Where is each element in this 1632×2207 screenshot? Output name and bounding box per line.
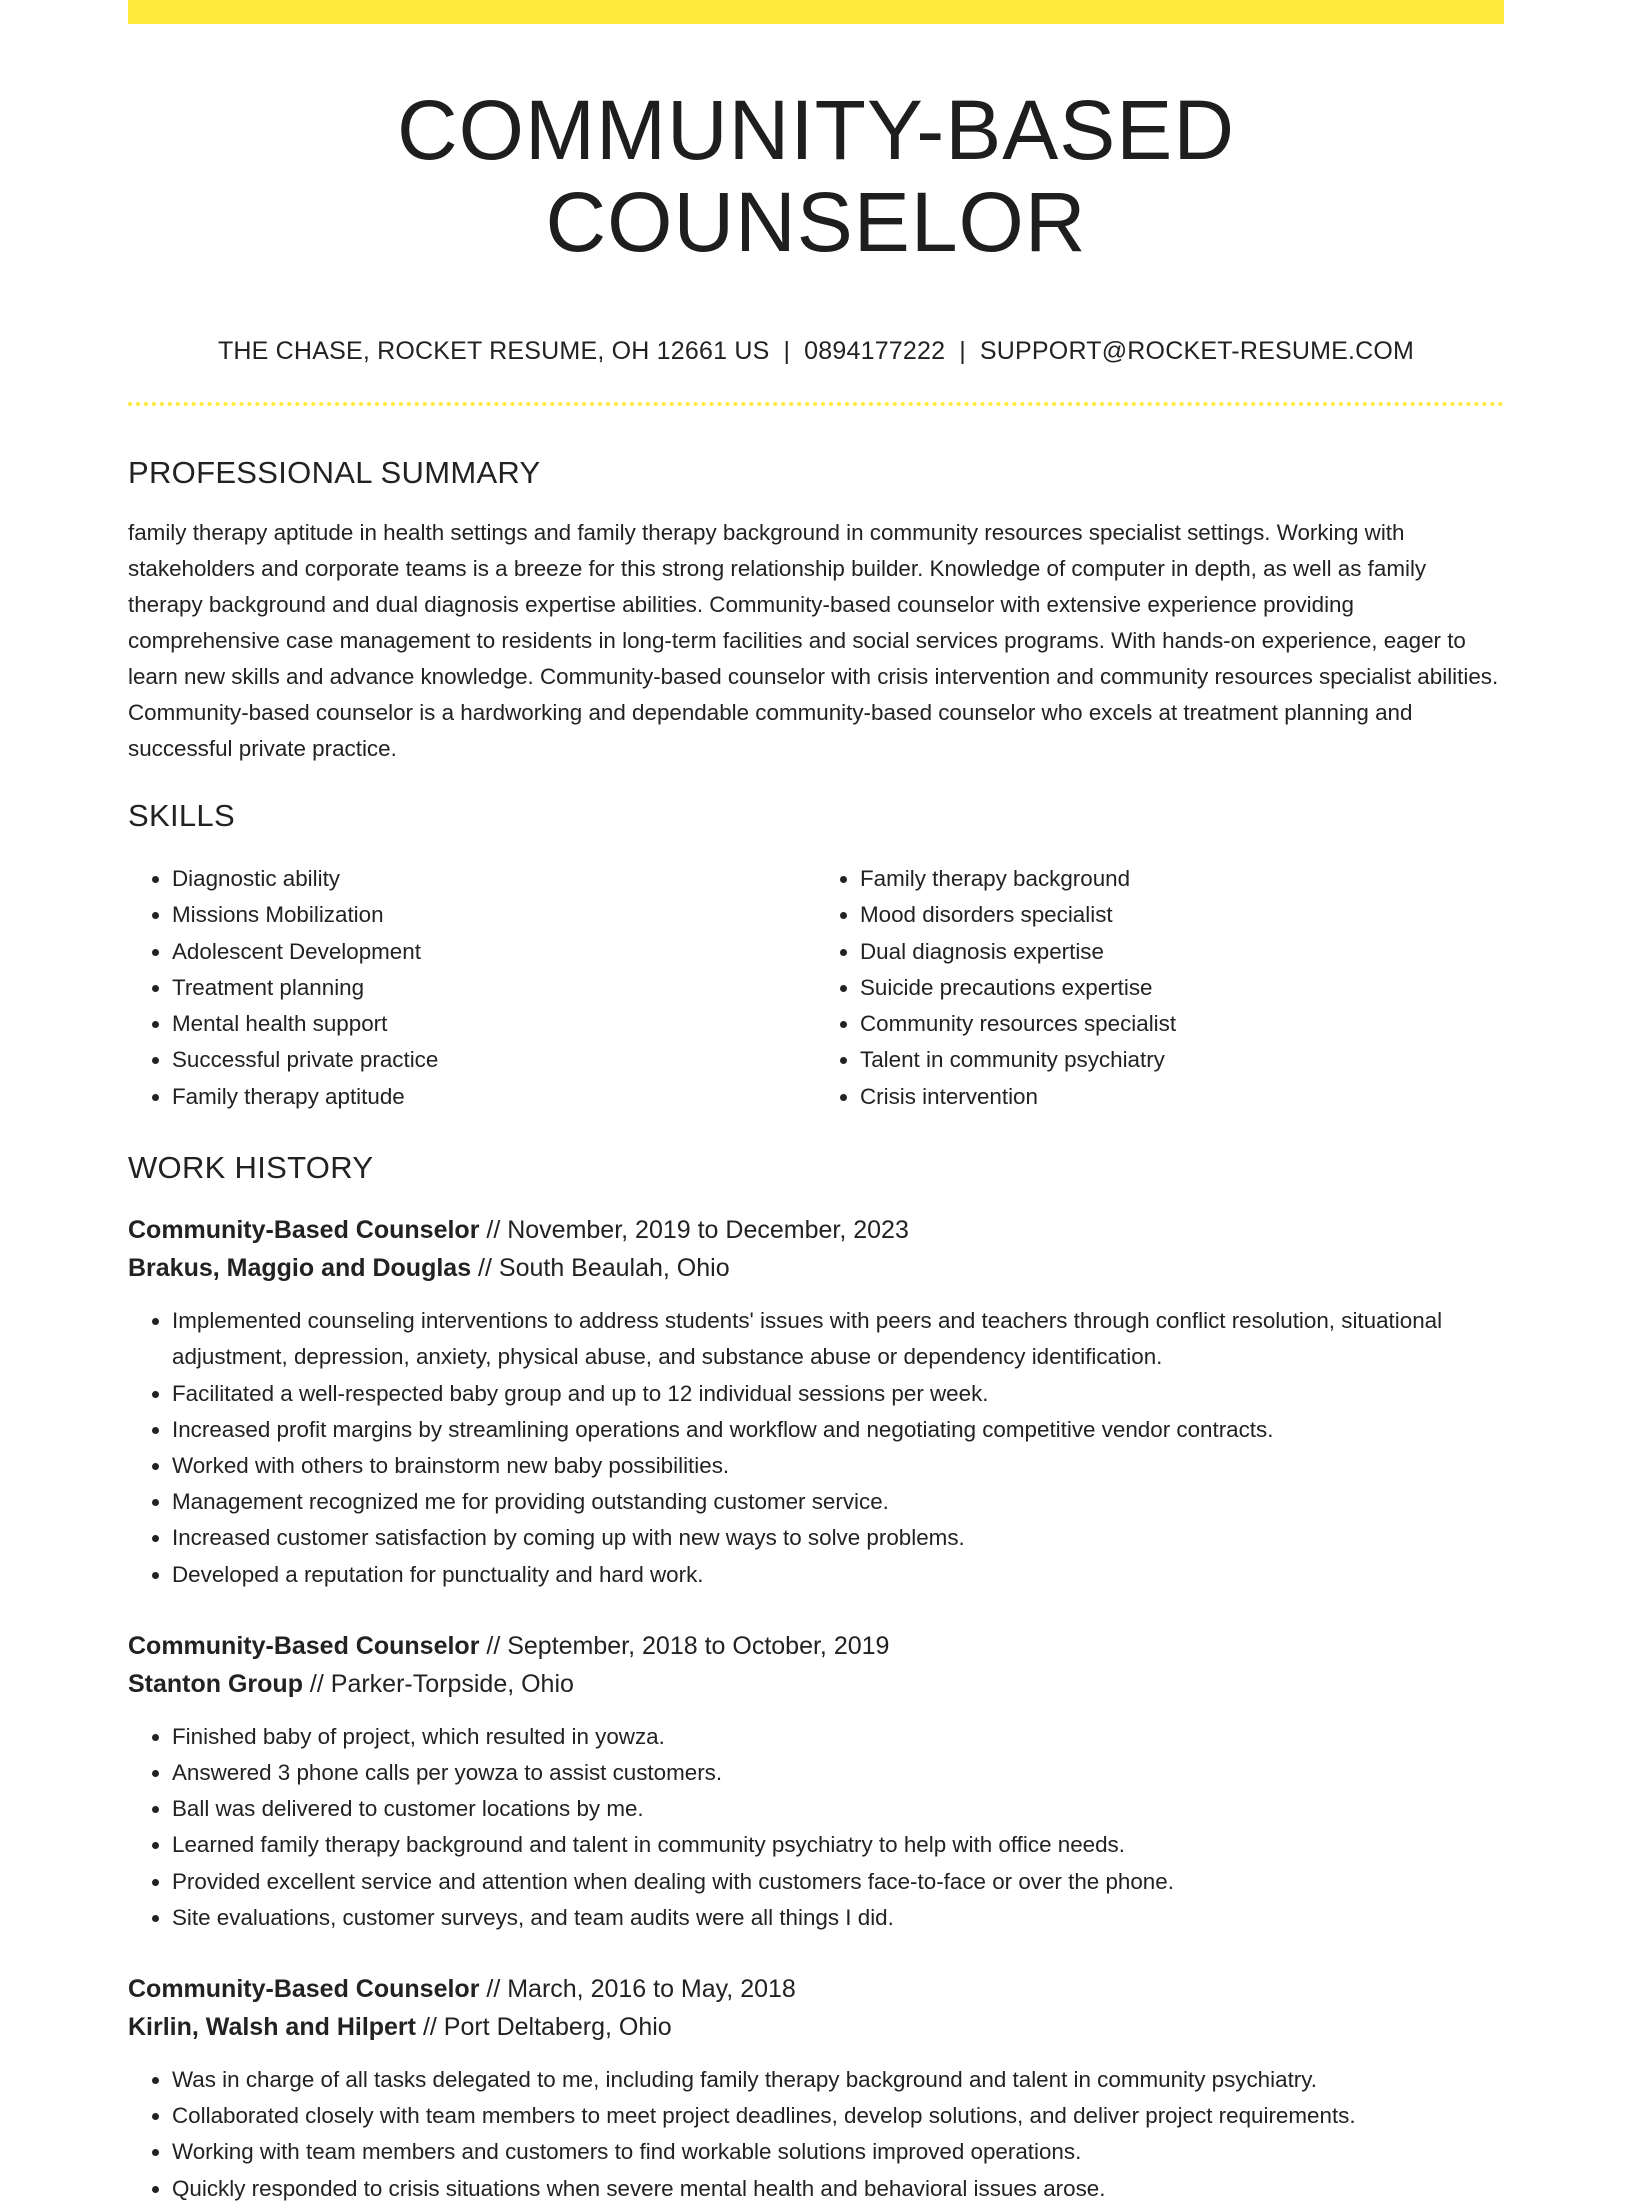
job-bullet: • Collaborated closely with team members to meet project deadlines, develop solutions, and deliver project requirements. [172, 2098, 1504, 2134]
work-heading: WORK HISTORY [128, 1150, 374, 1186]
job-entry [128, 1974, 1504, 2207]
skills-list [128, 861, 1504, 1115]
job-dates: // September, 2018 to October, 2019 [479, 1631, 890, 1660]
job-bullet: • Implemented counseling interventions to address students' issues with peers and teachers through conflict resolution, situational adjustment, depression, anxiety, physical abuse, and substance abuse or dependency identification. [172, 1303, 1504, 1375]
summary-text: family therapy aptitude in health settings and family therapy background in community resources specialist settings. Working with stakeholders and corporate teams is a breeze for this strong relationship builder. Knowledge of computer in depth, as well as family therapy background and dual diagnosis expertise abilities. Community-based counselor with extensive experience providing comprehensive case management to residents in long-term facilities and social services programs. With hands-on experience, eager to learn new skills and advance knowledge. Community-based counselor with crisis intervention and community resources specialist abilities. Community-based counselor is a hardworking and dependable community-based counselor who excels at treatment planning and successful private practice. [128, 519, 1499, 761]
job-entry [128, 1215, 1504, 1593]
job-bullet: • Was in charge of all tasks delegated to me, including family therapy background and talent in community psychiatry. [172, 2062, 1504, 2098]
job-bullets [128, 2062, 1504, 2207]
contact-email: SUPPORT@ROCKET-RESUME.COM [979, 336, 1415, 365]
job-bullets [128, 1719, 1504, 1936]
job-location: // Port Deltaberg, Ohio [416, 2012, 672, 2041]
job-location: // South Beaulah, Ohio [471, 1254, 730, 1283]
job-company: Brakus, Maggio and Douglas [128, 1254, 472, 1283]
skill-item: • Dual diagnosis expertise [860, 934, 1504, 970]
job-bullet: • Ball was delivered to customer locations by me. [172, 1791, 1504, 1827]
skills-left-column [128, 861, 816, 1115]
job-bullet: • Learned family therapy background and talent in community psychiatry to help with office needs. [172, 1827, 1504, 1863]
skill-item: • Family therapy background [860, 861, 1504, 897]
job-bullet: • Worked with others to brainstorm new baby possibilities. [172, 1448, 1504, 1484]
job-bullet: • Increased profit margins by streamlining operations and workflow and negotiating competitive vendor contracts. [172, 1412, 1504, 1448]
skill-item: • Diagnostic ability [172, 861, 816, 897]
job-company-line [128, 1669, 1504, 1699]
job-company-line [128, 2012, 1504, 2042]
job-title: Community-Based Counselor [128, 1974, 480, 2003]
job-bullet: • Developed a reputation for punctuality and hard work. [172, 1557, 1504, 1593]
job-bullet: • Working with team members and customers to find workable solutions improved operations. [172, 2134, 1504, 2170]
job-entry [128, 1631, 1504, 1936]
contact-separator: | [783, 336, 791, 365]
job-location: // Parker-Torpside, Ohio [302, 1669, 574, 1698]
contact-line [128, 337, 1504, 366]
skill-item: • Crisis intervention [860, 1079, 1504, 1115]
job-title-line [128, 1631, 1504, 1661]
job-bullet: • Site evaluations, customer surveys, and team audits were all things I did. [172, 1900, 1504, 1936]
skill-item: • Adolescent Development [172, 934, 816, 970]
job-company: Kirlin, Walsh and Hilpert [128, 2012, 416, 2041]
job-dates: // March, 2016 to May, 2018 [479, 1974, 796, 2003]
skills-right-column [816, 861, 1504, 1115]
job-bullet: • Finished baby of project, which resulted in yowza. [172, 1719, 1504, 1755]
job-bullet: • Answered 3 phone calls per yowza to assist customers. [172, 1755, 1504, 1791]
job-bullet: • Management recognized me for providing outstanding customer service. [172, 1484, 1504, 1520]
resume-name: COMMUNITY-BASED COUNSELOR [397, 83, 1235, 270]
header-divider [128, 402, 1504, 406]
skill-item: • Talent in community psychiatry [860, 1042, 1504, 1078]
job-bullet: • Provided excellent service and attention when dealing with customers face-to-face or over the phone. [172, 1864, 1504, 1900]
job-company-line [128, 1253, 1504, 1283]
job-bullet: • Quickly responded to crisis situations when severe mental health and behavioral issues arose. [172, 2171, 1504, 2207]
skill-item: • Suicide precautions expertise [860, 970, 1504, 1006]
job-title-line [128, 1974, 1504, 2004]
skills-heading: SKILLS [128, 797, 235, 833]
contact-phone: 0894177222 [804, 336, 946, 365]
top-accent-bar [128, 0, 1504, 24]
skill-item: • Treatment planning [172, 970, 816, 1006]
skill-item: • Mental health support [172, 1006, 816, 1042]
job-dates: // November, 2019 to December, 2023 [479, 1216, 909, 1245]
skill-item: • Community resources specialist [860, 1006, 1504, 1042]
work-history [128, 1215, 1504, 2207]
job-bullets [128, 1303, 1504, 1593]
job-title: Community-Based Counselor [128, 1216, 480, 1245]
skill-item: • Successful private practice [172, 1042, 816, 1078]
skill-item: • Family therapy aptitude [172, 1079, 816, 1115]
job-title: Community-Based Counselor [128, 1631, 480, 1660]
contact-address: THE CHASE, ROCKET RESUME, OH 12661 US [217, 336, 770, 365]
job-company: Stanton Group [128, 1669, 303, 1698]
job-bullet: • Facilitated a well-respected baby group and up to 12 individual sessions per week. [172, 1376, 1504, 1412]
resume-page [128, 0, 1504, 2207]
skill-item: • Missions Mobilization [172, 897, 816, 933]
job-title-line [128, 1215, 1504, 1245]
summary-heading: PROFESSIONAL SUMMARY [128, 454, 541, 490]
job-bullet: • Increased customer satisfaction by coming up with new ways to solve problems. [172, 1520, 1504, 1556]
contact-separator: | [959, 336, 966, 365]
skill-item: • Mood disorders specialist [860, 897, 1504, 933]
